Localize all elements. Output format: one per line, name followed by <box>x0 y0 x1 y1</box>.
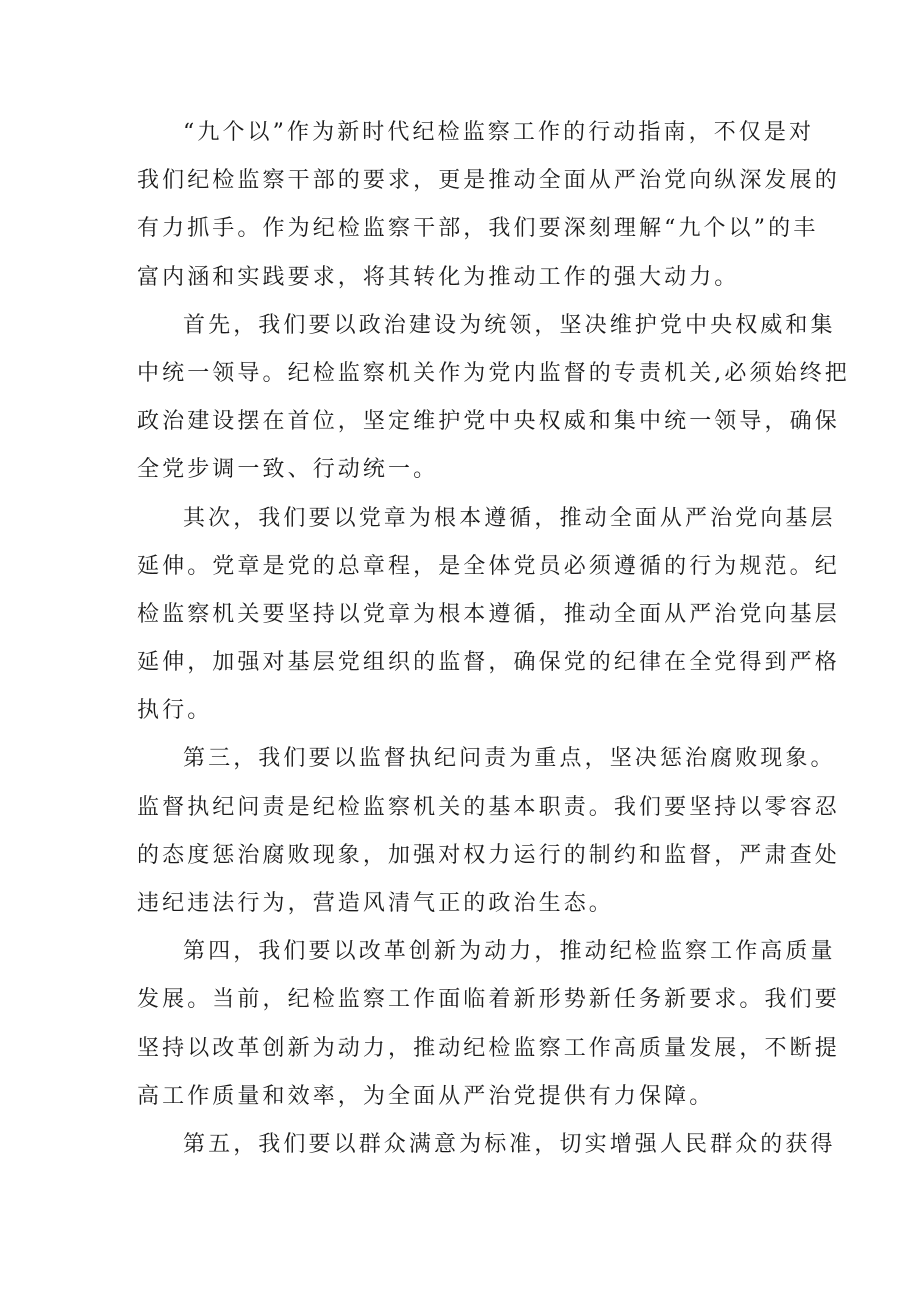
paragraph-line: 首先，我们要以政治建设为统领，坚决维护党中央权威和集 <box>183 312 836 338</box>
paragraph-line: 发展。当前，纪检监察工作面临着新形势新任务新要求。我们要 <box>137 987 840 1013</box>
paragraph-line: 其次，我们要以党章为根本遵循，推动全面从严治党向基层 <box>183 505 836 531</box>
paragraph-line: 我们纪检监察干部的要求，更是推动全面从严治党向纵深发展的 <box>137 168 840 194</box>
paragraph-line: 检监察机关要坚持以党章为根本遵循，推动全面从严治党向基层 <box>137 601 840 627</box>
paragraph-line: 坚持以改革创新为动力，推动纪检监察工作高质量发展，不断提 <box>137 1035 840 1061</box>
paragraph-line: 的态度惩治腐败现象，加强对权力运行的制约和监督，严肃查处 <box>137 842 840 868</box>
paragraph-line: 第五，我们要以群众满意为标准，切实增强人民群众的获得 <box>183 1131 836 1157</box>
paragraph-line: 有力抓手。作为纪检监察干部，我们要深刻理解“九个以”的丰 <box>137 216 819 242</box>
paragraph-line: 延伸，加强对基层党组织的监督，确保党的纪律在全党得到严格 <box>137 650 840 676</box>
paragraph-intro <box>137 109 840 302</box>
paragraph-line: 延伸。党章是党的总章程，是全体党员必须遵循的行为规范。纪 <box>137 553 840 579</box>
paragraph-line: 中统一领导。纪检监察机关作为党内监督的专责机关,必须始终把 <box>137 360 850 386</box>
paragraph-second <box>137 495 840 736</box>
document-body <box>137 109 850 1169</box>
paragraph-line: 第四，我们要以改革创新为动力，推动纪检监察工作高质量 <box>183 939 836 965</box>
paragraph-fourth <box>137 928 840 1121</box>
paragraph-first <box>137 302 850 495</box>
paragraph-line: 监督执纪问责是纪检监察机关的基本职责。我们要坚持以零容忍 <box>137 794 840 820</box>
paragraph-line: 全党步调一致、行动统一。 <box>137 457 439 483</box>
paragraph-fifth <box>137 1121 836 1169</box>
paragraph-line: 富内涵和实践要求，将其转化为推动工作的强大动力。 <box>137 264 740 290</box>
paragraph-line: 高工作质量和效率，为全面从严治党提供有力保障。 <box>137 1083 715 1109</box>
paragraph-line: 政治建设摆在首位，坚定维护党中央权威和集中统一领导，确保 <box>137 409 840 435</box>
paragraph-line: 执行。 <box>137 698 213 724</box>
paragraph-line: 违纪违法行为，营造风清气正的政治生态。 <box>137 891 614 916</box>
paragraph-line: “九个以”作为新时代纪检监察工作的行动指南，不仅是对 <box>183 120 815 145</box>
paragraph-line: 第三，我们要以监督执纪问责为重点，坚决惩治腐败现象。 <box>183 746 836 772</box>
paragraph-third <box>137 735 840 928</box>
